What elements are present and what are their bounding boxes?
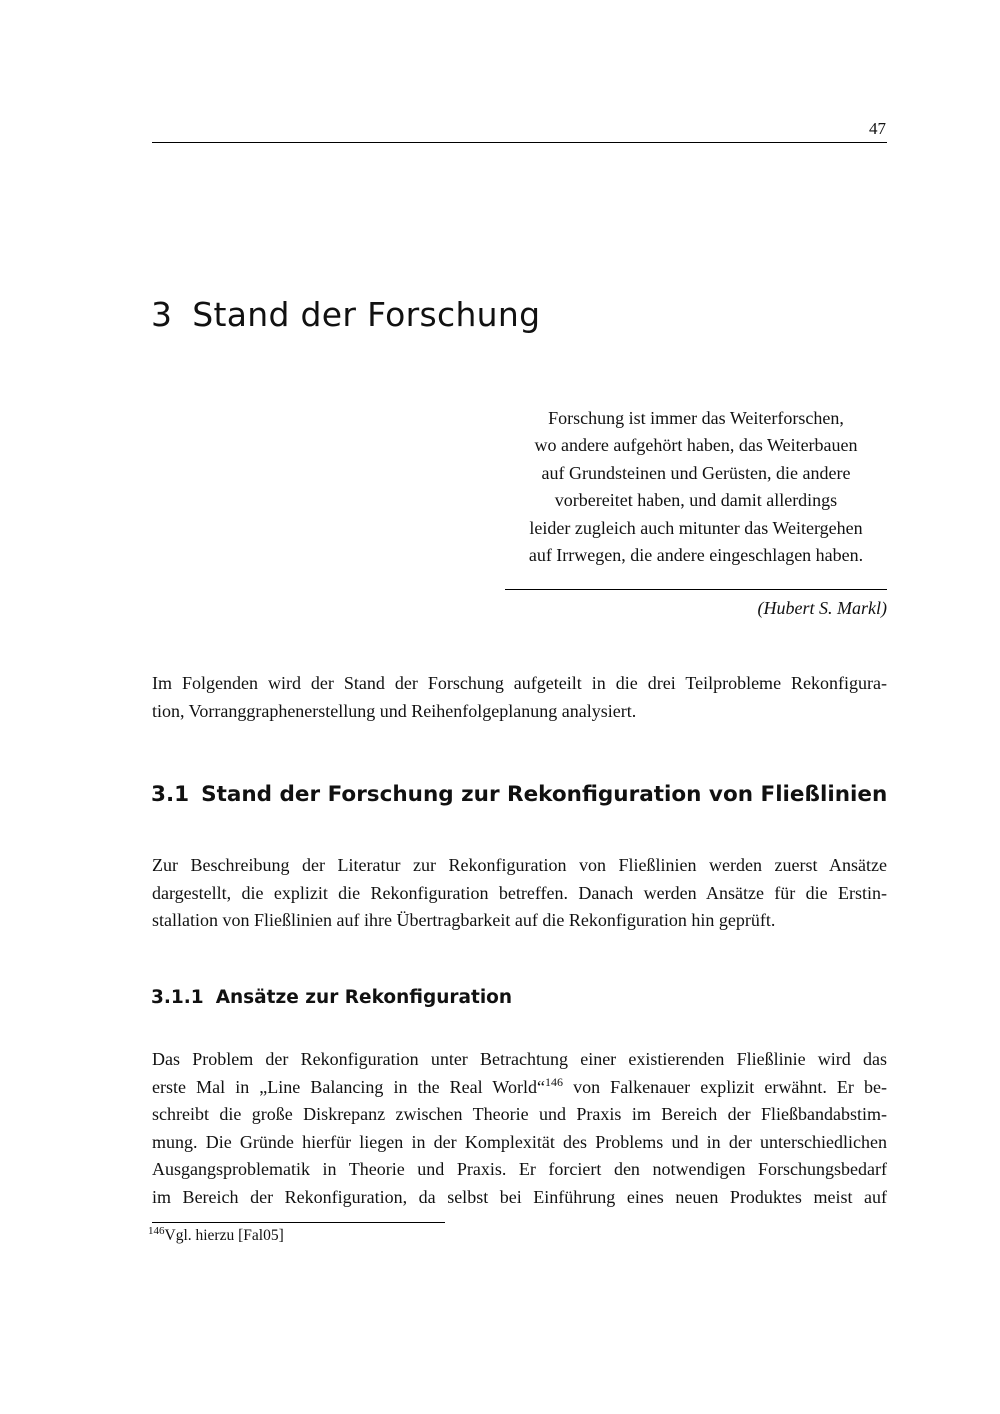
footnote-reference[interactable]: 146 — [544, 1074, 563, 1089]
header-rule — [152, 142, 887, 143]
page-number: 47 — [869, 119, 886, 138]
paragraph-line: Ausgangsproblematik in Theorie und Praxis. Er forciert den notwendigen Forschungsbedarf — [152, 1159, 887, 1180]
epigraph-line: leider zugleich auch mitunter das Weitergehen — [529, 517, 863, 538]
intro-paragraph — [152, 670, 887, 725]
paragraph-line — [152, 1074, 887, 1102]
subsection-number: 3.1.1 — [151, 987, 204, 1008]
paragraph-line: stallation von Fließlinien auf ihre Übertragbarkeit auf die Rekonfiguration hin geprüft. — [152, 910, 776, 931]
section-paragraph — [152, 852, 887, 935]
epigraph-line: Forschung ist immer das Weiterforschen, — [548, 408, 844, 428]
epigraph-author: (Hubert S. Markl) — [757, 598, 887, 619]
line-text: erste Mal in „Line Balancing in the Real World“ — [152, 1076, 545, 1097]
paragraph-line: mung. Die Gründe hierfür liegen in der Komplexität des Problems und in der unterschiedlichen — [152, 1131, 887, 1152]
chapter-title-text: Stand der Forschung — [192, 295, 541, 334]
chapter-title — [151, 295, 540, 334]
paragraph-line: dargestellt, die explizit die Rekonfiguration betreffen. Danach werden Ansätze für die Erstin- — [152, 882, 887, 903]
epigraph-line: auf Grundsteinen und Gerüsten, die andere — [541, 462, 851, 483]
paragraph-line: Das Problem der Rekonfiguration unter Betrachtung einer existierenden Fließlinie wird das — [152, 1049, 887, 1069]
paragraph-line: schreibt die große Diskrepanz zwischen Theorie und Praxis im Bereich der Fließbandabstim- — [152, 1104, 887, 1125]
paragraph-line: Zur Beschreibung der Literatur zur Rekonfiguration von Fließlinien werden zuerst Ansätze — [152, 855, 887, 875]
line-text: von Falkenauer explizit erwähnt. Er be- — [562, 1076, 888, 1097]
footnote-number: 146 — [148, 1225, 165, 1237]
subsection-title: Ansätze zur Rekonfiguration — [215, 987, 513, 1008]
footnote — [148, 1227, 284, 1245]
section-title: Stand der Forschung zur Rekonfiguration von Fließlinien — [201, 782, 888, 807]
paragraph-line: tion, Vorranggraphenerstellung und Reihenfolgeplanung analysiert. — [152, 700, 637, 721]
footnote-rule — [152, 1222, 445, 1223]
epigraph-line: wo andere aufgehört haben, das Weiterbauen — [534, 435, 858, 456]
paragraph-line: im Bereich der Rekonfiguration, da selbst bei Einführung eines neuen Produktes meist auf — [152, 1186, 887, 1207]
subsection-paragraph — [152, 1046, 887, 1212]
footnote-text: Vgl. hierzu [Fal05] — [164, 1227, 284, 1244]
epigraph-line: vorbereitet haben, und damit allerdings — [554, 490, 838, 511]
paragraph-line: Im Folgenden wird der Stand der Forschung aufgeteilt in die drei Teilprobleme Rekonfigura- — [152, 673, 887, 693]
section-heading — [151, 782, 887, 807]
epigraph-rule — [505, 589, 887, 590]
subsection-heading — [151, 987, 512, 1008]
epigraph-line: auf Irrwegen, die andere eingeschlagen haben. — [528, 545, 864, 566]
epigraph-quote — [505, 405, 887, 569]
epigraph — [505, 405, 887, 619]
section-number: 3.1 — [151, 782, 190, 807]
chapter-number: 3 — [151, 295, 173, 334]
